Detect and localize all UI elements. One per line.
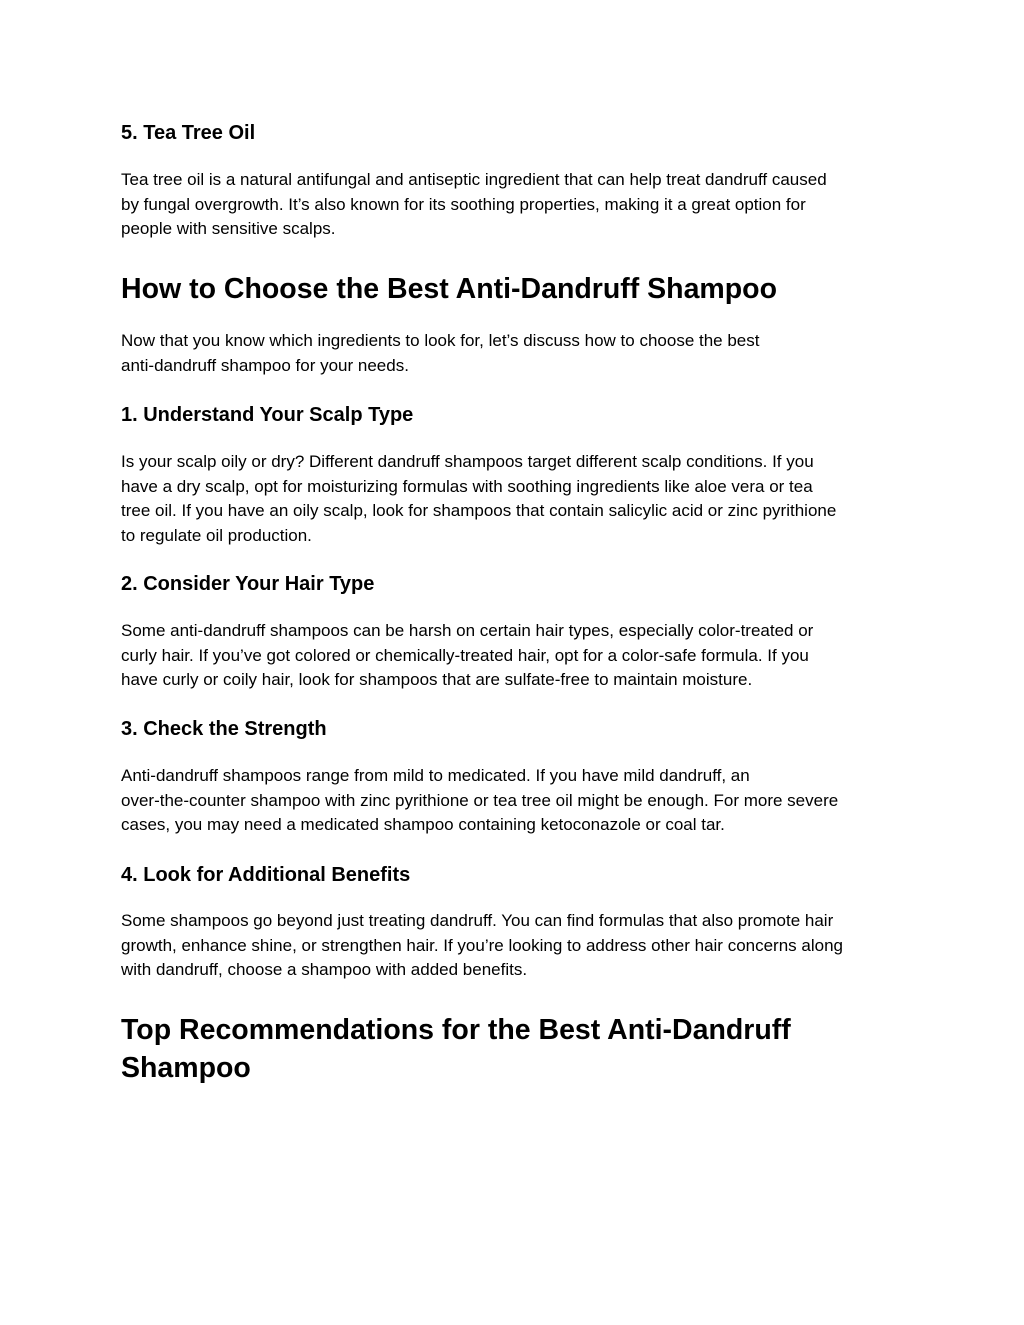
- text-line: people with sensitive scalps.: [121, 219, 336, 238]
- text-line: Now that you know which ingredients to look for, let’s discuss how to choose the best: [121, 331, 760, 350]
- subsection-heading-additional-benefits: 4. Look for Additional Benefits: [121, 864, 411, 886]
- paragraph-scalp-type: [121, 450, 911, 548]
- subsection-heading-strength: 3. Check the Strength: [121, 718, 327, 740]
- text-line: Some shampoos go beyond just treating dandruff. You can find formulas that also promote hair: [121, 911, 834, 930]
- subsection-heading-hair-type: 2. Consider Your Hair Type: [121, 573, 375, 595]
- text-line: anti-dandruff shampoo for your needs.: [121, 355, 409, 375]
- text-line: to regulate oil production.: [121, 525, 312, 545]
- section-heading-how-to-choose: How to Choose the Best Anti-Dandruff Shampoo: [121, 273, 778, 305]
- section-heading-top-recommendations: [121, 1011, 911, 1087]
- text-line: have a dry scalp, opt for moisturizing formulas with soothing ingredients like aloe vera or tea: [121, 476, 813, 496]
- paragraph-how-to-choose-intro: [121, 329, 911, 378]
- text-line: by fungal overgrowth. It’s also known for its soothing properties, making it a great option for: [121, 194, 806, 214]
- text-line: over-the-counter shampoo with zinc pyrithione or tea tree oil might be enough. For more severe: [121, 790, 839, 810]
- subsection-heading-scalp-type: 1. Understand Your Scalp Type: [121, 404, 414, 426]
- text-line: cases, you may need a medicated shampoo containing ketoconazole or coal tar.: [121, 815, 725, 834]
- section-heading-tea-tree-oil: 5. Tea Tree Oil: [121, 122, 256, 144]
- heading-line: Shampoo: [121, 1052, 251, 1084]
- text-line: have curly or coily hair, look for shampoos that are sulfate-free to maintain moisture.: [121, 670, 753, 689]
- text-line: Anti-dandruff shampoos range from mild to medicated. If you have mild dandruff, an: [121, 766, 750, 785]
- paragraph-tea-tree-oil: [121, 168, 911, 242]
- text-line: curly hair. If you’ve got colored or chemically-treated hair, opt for a color-safe formula. If you: [121, 645, 809, 665]
- text-line: Some anti-dandruff shampoos can be harsh on certain hair types, especially color-treated or: [121, 621, 814, 640]
- paragraph-strength: [121, 764, 911, 838]
- text-line: tree oil. If you have an oily scalp, look for shampoos that contain salicylic acid or zinc pyrithione: [121, 501, 837, 520]
- paragraph-additional-benefits: [121, 909, 911, 983]
- text-line: with dandruff, choose a shampoo with added benefits.: [121, 960, 528, 979]
- text-line: Tea tree oil is a natural antifungal and antiseptic ingredient that can help treat dandruff caused: [121, 170, 827, 189]
- text-line: Is your scalp oily or dry? Different dandruff shampoos target different scalp conditions. If you: [121, 452, 814, 471]
- text-line: growth, enhance shine, or strengthen hair. If you’re looking to address other hair concerns along: [121, 935, 843, 955]
- paragraph-hair-type: [121, 619, 911, 693]
- heading-line: Top Recommendations for the Best Anti-Dandruff: [121, 1014, 791, 1046]
